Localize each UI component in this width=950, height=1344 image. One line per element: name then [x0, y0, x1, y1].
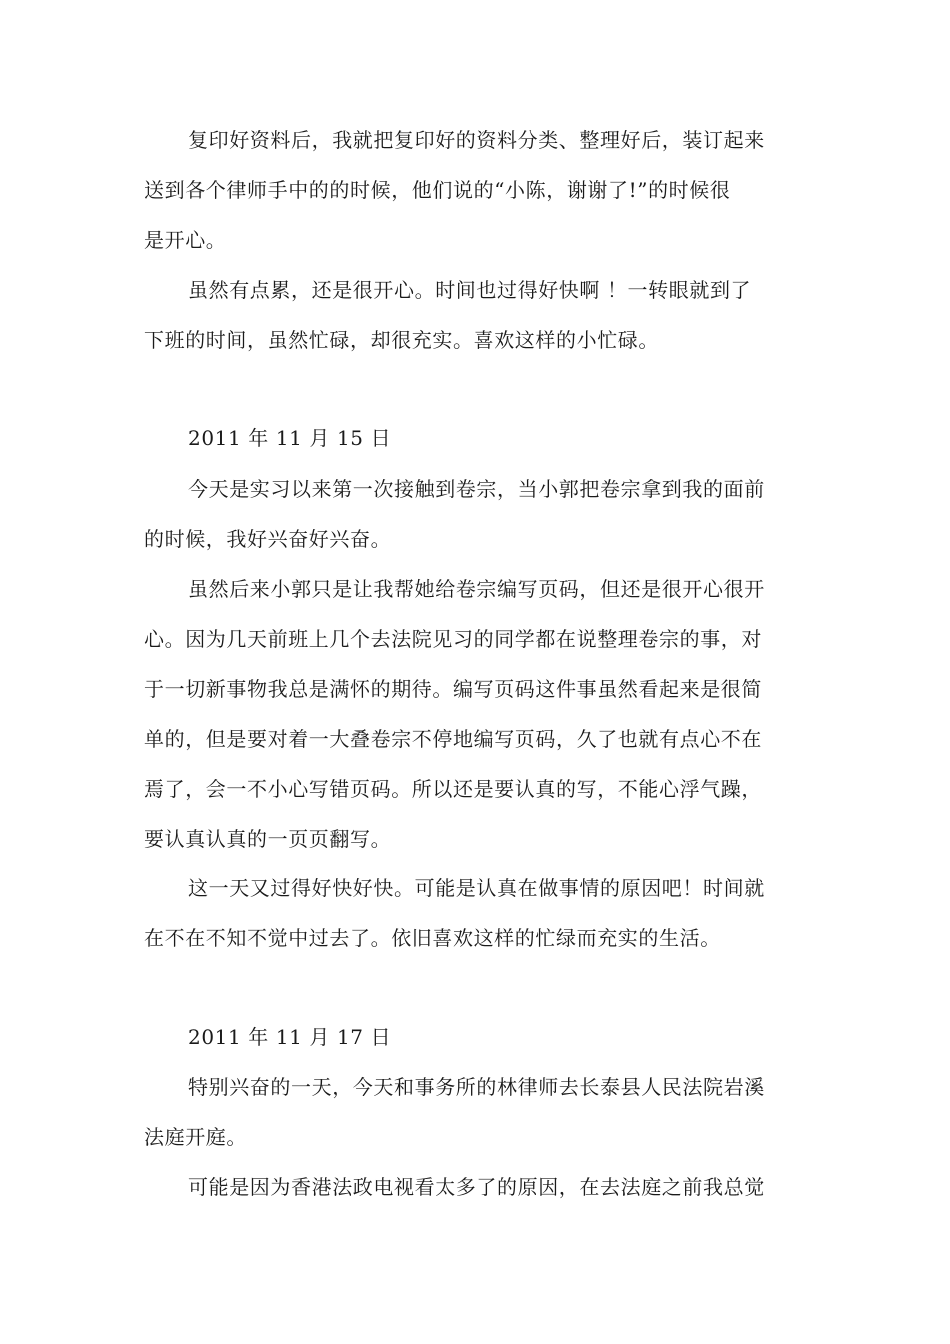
text-line: 复印好资料后，我就把复印好的资料分类、整理好后，装订起来 [188, 128, 765, 152]
paragraph-tired-but-happy [144, 265, 806, 365]
entry-date: 2011 年 11 月 17 日 [188, 1025, 392, 1049]
text-line: 在不在不知不觉中过去了。依旧喜欢这样的忙绿而充实的生活。 [144, 926, 721, 950]
text-line: 于一切新事物我总是满怀的期待。编写页码这件事虽然看起来是很简 [144, 677, 762, 701]
text-line: 虽然有点累，还是很开心。时间也过得好快啊 ！一转眼就到了 [188, 278, 752, 302]
text-line: 心。因为几天前班上几个去法院见习的同学都在说整理卷宗的事，对 [144, 627, 762, 651]
text-line: 下班的时间，虽然忙碌，却很充实。喜欢这样的小忙碌。 [144, 328, 659, 352]
paragraph-court-hearing [144, 1062, 806, 1162]
paragraph-first-case-file [144, 464, 806, 564]
text-line: 这一天又过得好快好快。可能是认真在做事情的原因吧！时间就 [188, 876, 765, 900]
text-line: 今天是实习以来第一次接触到卷宗，当小郭把卷宗拿到我的面前 [188, 477, 765, 501]
paragraph-page-numbering [144, 564, 806, 864]
text-line: 焉了，会一不小心写错页码。所以还是要认真的写，不能心浮气躁， [144, 777, 762, 801]
text-line: 虽然后来小郭只是让我帮她给卷宗编写页码，但还是很开心很开 [188, 577, 765, 601]
paragraph-hk-tv-dramas [144, 1162, 806, 1212]
text-line: 是开心。 [144, 228, 227, 252]
text-line: 的时候，我好兴奋好兴奋。 [144, 527, 392, 551]
text-line: 法庭开庭。 [144, 1125, 247, 1149]
paragraph-day-passed [144, 863, 806, 963]
text-line: 可能是因为香港法政电视看太多了的原因，在去法庭之前我总觉 [188, 1175, 765, 1199]
text-line: 送到各个律师手中的的时候，他们说的“小陈，谢谢了!”的时候很 [144, 178, 731, 202]
text-line: 单的，但是要对着一大叠卷宗不停地编写页码，久了也就有点心不在 [144, 727, 762, 751]
paragraph-copying-materials [144, 115, 806, 265]
text-line: 要认真认真的一页页翻写。 [144, 827, 392, 851]
text-line: 特别兴奋的一天，今天和事务所的林律师去长泰县人民法院岩溪 [188, 1075, 765, 1099]
entry-date: 2011 年 11 月 15 日 [188, 426, 392, 450]
